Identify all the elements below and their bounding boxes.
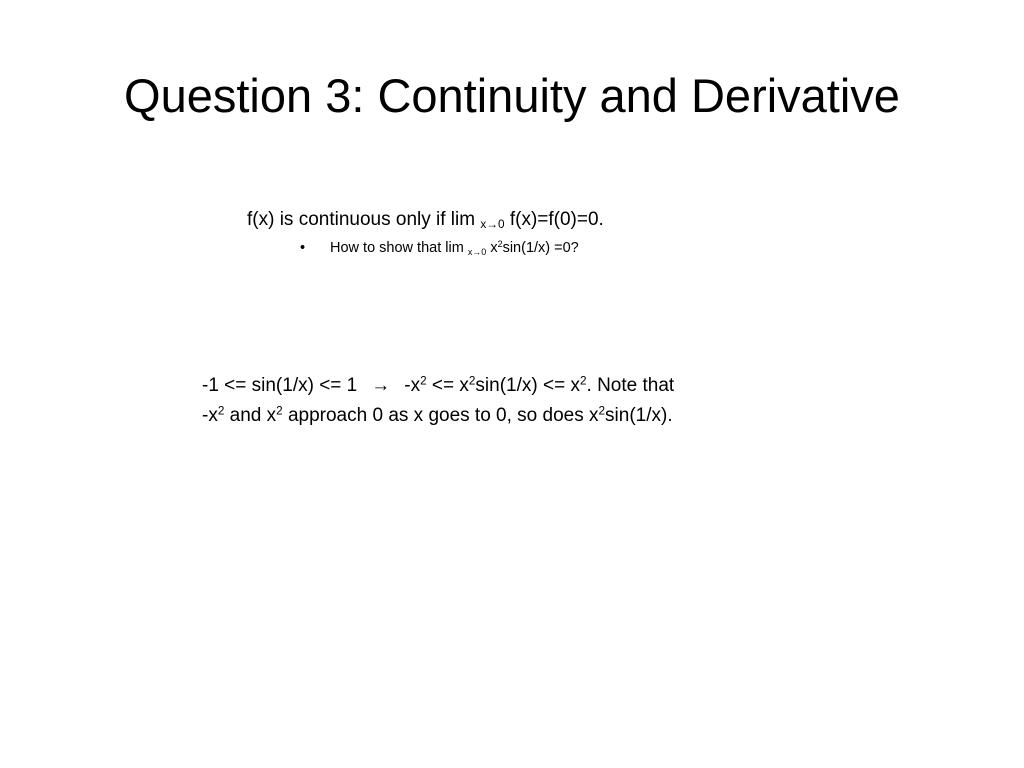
continuity-statement xyxy=(247,207,604,233)
bullet-exponent: 2 xyxy=(497,239,503,250)
line2-part2: and x xyxy=(224,405,277,426)
bullet-suffix: sin(1/x) =0? xyxy=(502,240,579,256)
line1-exp3: 2 xyxy=(579,374,587,388)
limit-subscript: x→0 xyxy=(480,218,505,232)
line2-part3: approach 0 as x goes to 0, so does x xyxy=(282,405,599,426)
line1-exp1: 2 xyxy=(420,374,427,388)
line1-part5: . Note that xyxy=(586,375,675,396)
bullet-prefix: How to show that lim xyxy=(330,240,464,256)
line2-exp3: 2 xyxy=(598,404,606,418)
bullet-item xyxy=(300,238,579,258)
bullet-limit-subscript: x→0 xyxy=(467,246,487,257)
line1-part2: -x xyxy=(404,375,421,396)
statement-prefix: f(x) is continuous only if lim xyxy=(247,209,476,230)
explanation-line-1 xyxy=(202,371,674,401)
line1-exp2: 2 xyxy=(468,374,476,388)
explanation-paragraph xyxy=(202,371,674,431)
implies-arrow-icon: → xyxy=(371,375,391,396)
line2-part4: sin(1/x). xyxy=(605,405,673,426)
bullet-limit-variable: x xyxy=(467,246,473,257)
statement-suffix: f(x)=f(0)=0. xyxy=(509,209,604,230)
line2-exp1: 2 xyxy=(217,404,225,418)
line1-part1: -1 <= sin(1/x) <= 1 xyxy=(202,375,358,396)
bullet-base: x xyxy=(490,240,498,256)
limit-target: 0 xyxy=(498,218,505,232)
line1-part3: <= x xyxy=(426,375,469,396)
line2-part1: -x xyxy=(202,405,218,426)
explanation-line-2 xyxy=(202,401,674,431)
slide-title: Question 3: Continuity and Derivative xyxy=(124,69,900,122)
limit-variable: x xyxy=(480,218,487,232)
line1-part4: sin(1/x) <= x xyxy=(475,375,580,396)
bullet-icon: • xyxy=(300,240,306,256)
line2-exp2: 2 xyxy=(276,404,283,418)
bullet-limit-target: 0 xyxy=(481,246,487,257)
